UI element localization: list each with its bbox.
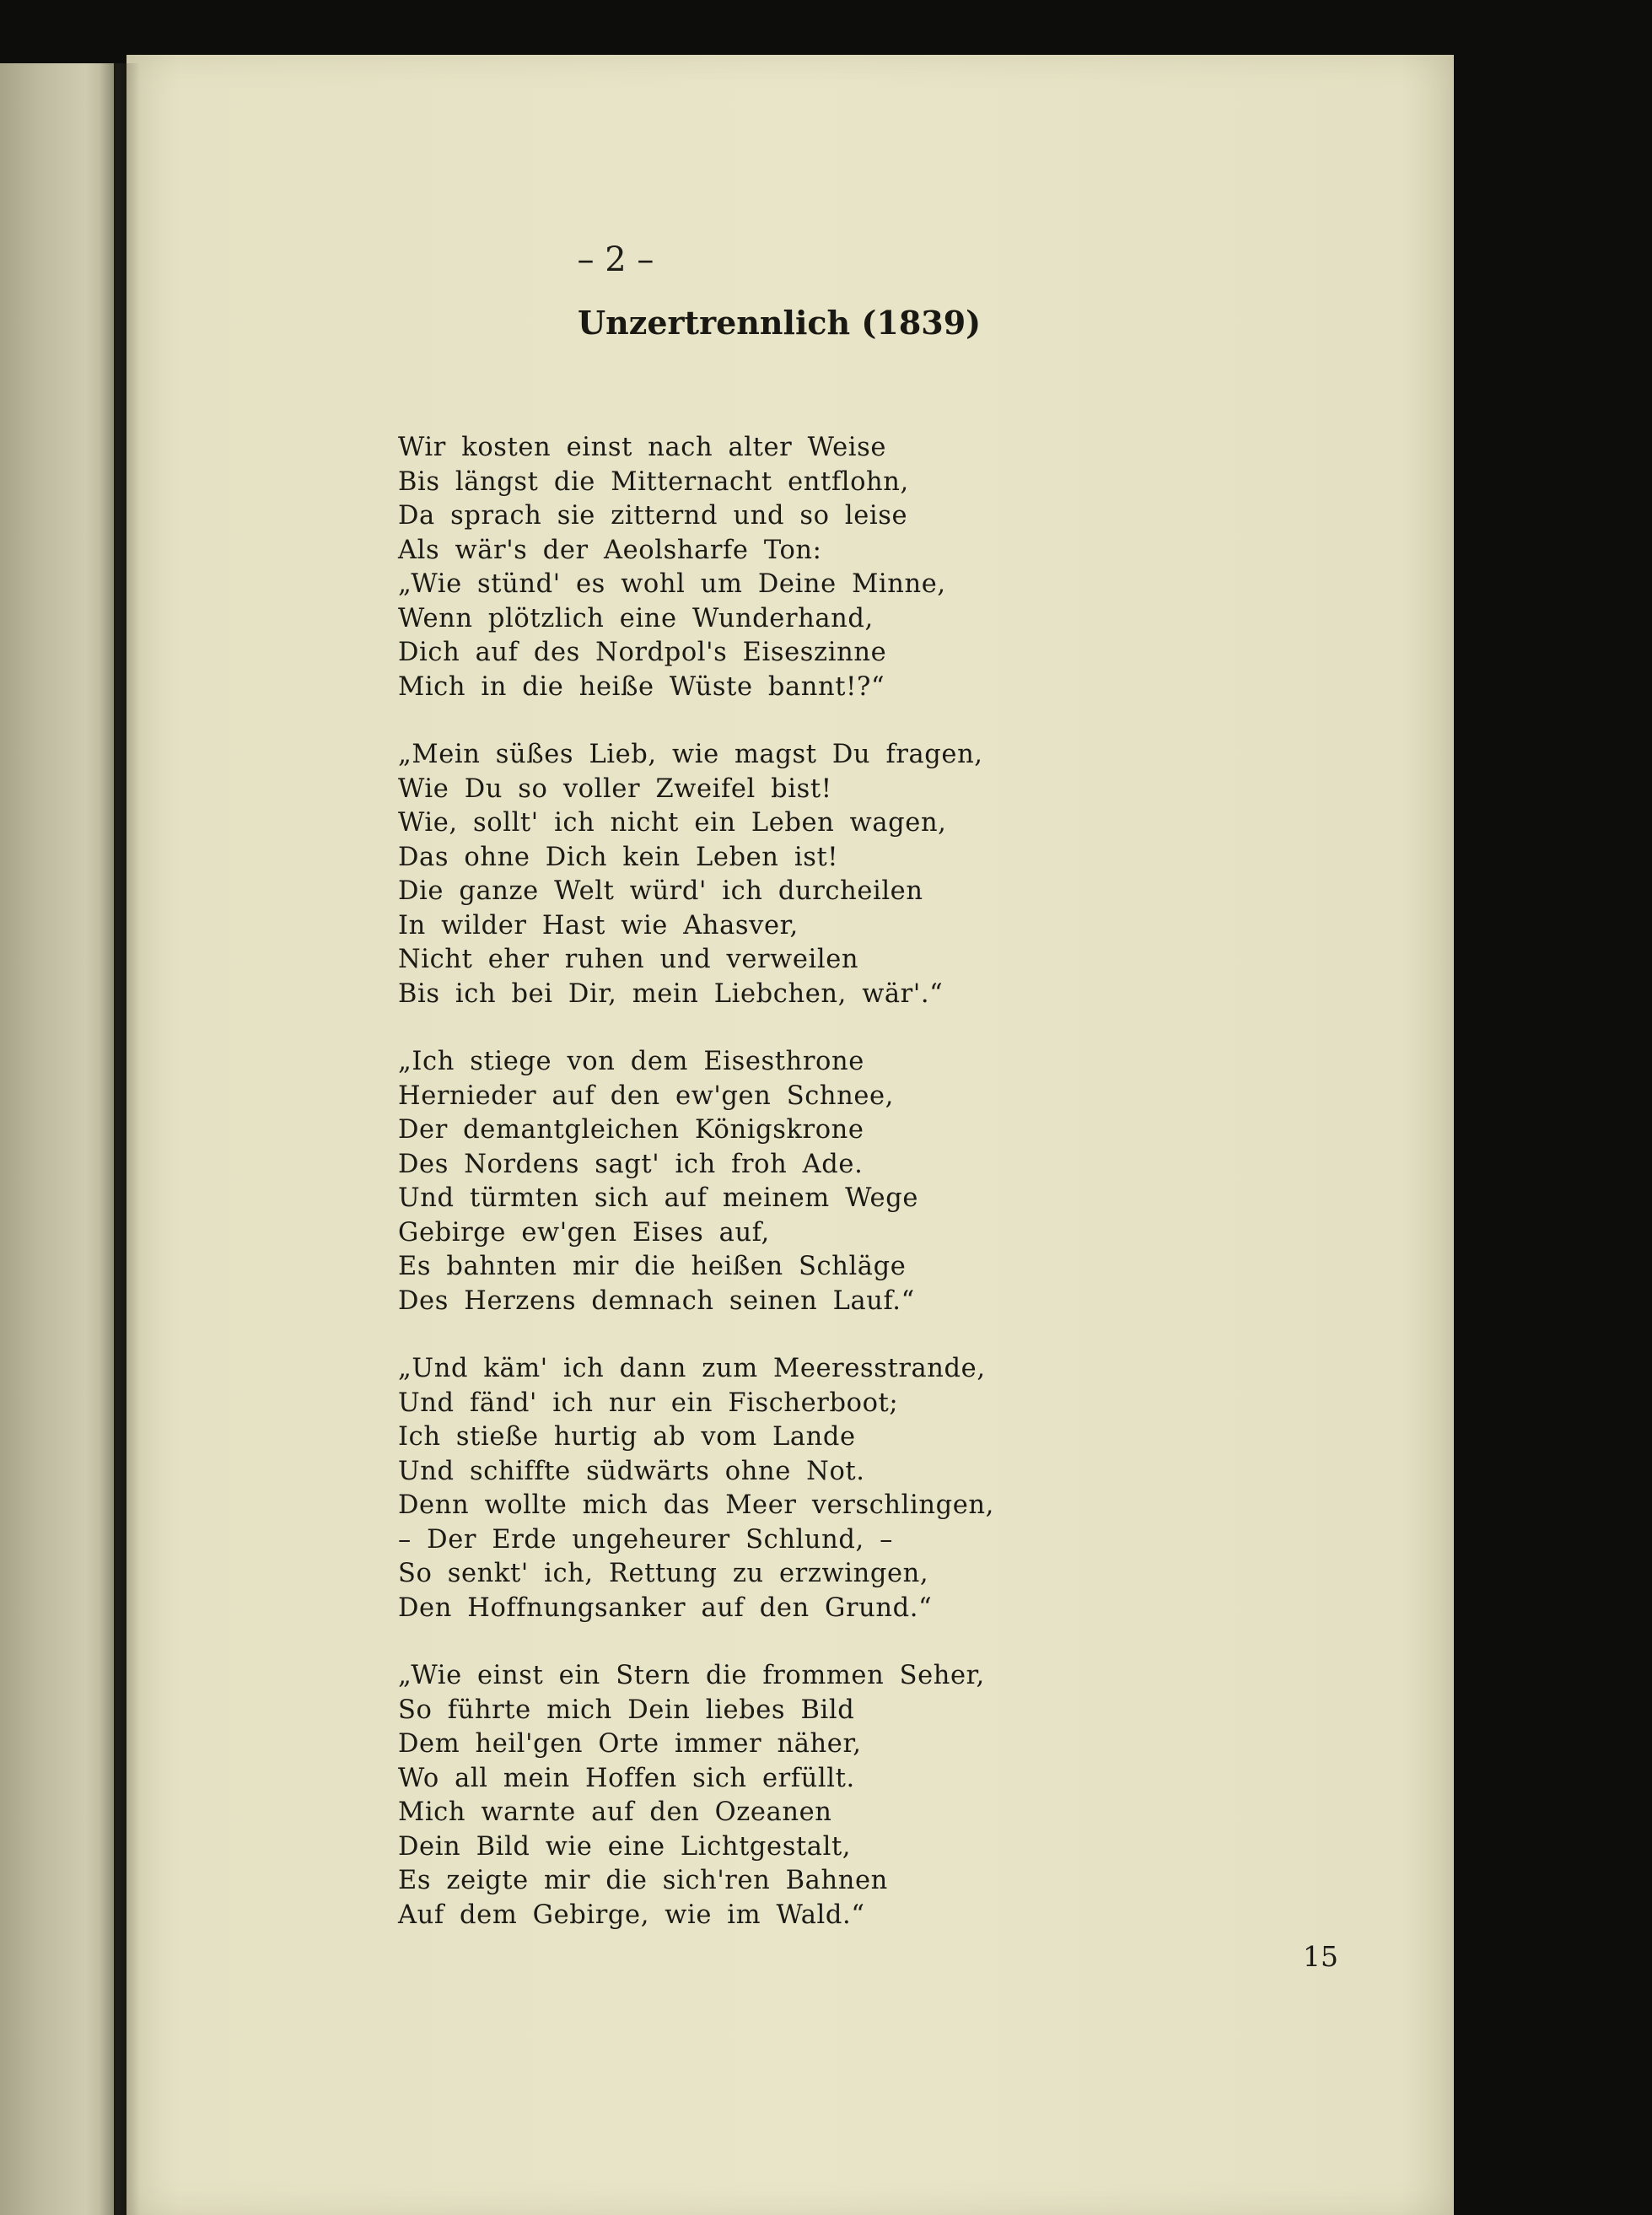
- poem-line: Wenn plötzlich eine Wunderhand,: [398, 603, 874, 633]
- poem-line: Es zeigte mir die sich'ren Bahnen: [398, 1866, 888, 1895]
- poem-line: „Und käm' ich dann zum Meeresstrande,: [398, 1354, 986, 1383]
- poem-line: Des Herzens demnach seinen Lauf.“: [398, 1285, 915, 1316]
- poem-title: Unzertrennlich (1839): [578, 304, 982, 342]
- poem-line: Wo all mein Hoffen sich erfüllt.: [398, 1763, 855, 1793]
- poem-line: Nicht eher ruhen und verweilen: [398, 945, 859, 974]
- spine-shadow: [100, 63, 140, 2215]
- poem-line: Denn wollte mich das Meer verschlingen,: [398, 1490, 994, 1520]
- book-page: [126, 55, 1454, 2215]
- poem-line: Wie Du so voller Zweifel bist!: [398, 773, 832, 804]
- poem-line: Das ohne Dich kein Leben ist!: [398, 842, 839, 872]
- poem-line: Da sprach sie zitternd und so leise: [398, 501, 908, 531]
- poem-line: Des Nordens sagt' ich froh Ade.: [398, 1149, 864, 1179]
- poem-line: Und schiffte südwärts ohne Not.: [398, 1456, 865, 1486]
- folio-number: 15: [1303, 1940, 1338, 1973]
- poem-line: Hernieder auf den ew'gen Schnee,: [398, 1081, 894, 1111]
- poem-line: „Mein süßes Lieb, wie magst Du fragen,: [398, 740, 983, 769]
- poem-line: – Der Erde ungeheurer Schlund, –: [398, 1524, 893, 1555]
- stanza: [398, 431, 1444, 704]
- poem-line: Und türmten sich auf meinem Wege: [398, 1183, 918, 1213]
- poem-line: Wie, sollt' ich nicht ein Leben wagen,: [398, 808, 947, 838]
- stanza: [398, 1045, 1444, 1318]
- poem-body: [398, 431, 1444, 1966]
- poem-line: Die ganze Welt würd' ich durcheilen: [398, 876, 923, 906]
- poem-line: Es bahnten mir die heißen Schläge: [398, 1252, 907, 1281]
- poem-line: Wir kosten einst nach alter Weise: [398, 433, 886, 462]
- poem-line: Mich in die heiße Wüste bannt!?“: [398, 671, 885, 702]
- page-number: – 2 –: [577, 240, 654, 279]
- poem-line: So führte mich Dein liebes Bild: [398, 1695, 855, 1725]
- poem-line: „Ich stiege von dem Eisesthrone: [398, 1047, 864, 1076]
- poem-line: Und fänd' ich nur ein Fischerboot;: [398, 1388, 899, 1418]
- poem-line: Gebirge ew'gen Eises auf,: [398, 1217, 770, 1248]
- stanza: [398, 738, 1444, 1011]
- poem-line: Bis ich bei Dir, mein Liebchen, wär'.“: [398, 978, 944, 1009]
- poem-line: Den Hoffnungsanker auf den Grund.“: [398, 1593, 933, 1623]
- stanza: [398, 1659, 1444, 1932]
- poem-line: Mich warnte auf den Ozeanen: [398, 1797, 832, 1827]
- poem-line: „Wie einst ein Stern die frommen Seher,: [398, 1661, 985, 1690]
- poem-line: Dem heil'gen Orte immer näher,: [398, 1729, 862, 1759]
- poem-line: Als wär's der Aeolsharfe Ton:: [398, 535, 822, 565]
- poem-line: „Wie stünd' es wohl um Deine Minne,: [398, 569, 946, 599]
- poem-line: Dein Bild wie eine Lichtgestalt,: [398, 1831, 852, 1862]
- poem-line: Bis längst die Mitternacht entflohn,: [398, 466, 909, 497]
- facing-page-edge: [0, 63, 114, 2215]
- poem-line: Der demantgleichen Königskrone: [398, 1115, 864, 1145]
- poem-line: Auf dem Gebirge, wie im Wald.“: [398, 1900, 865, 1930]
- poem-line: In wilder Hast wie Ahasver,: [398, 910, 799, 940]
- poem-line: Ich stieße hurtig ab vom Lande: [398, 1422, 856, 1452]
- poem-line: Dich auf des Nordpol's Eiseszinne: [398, 638, 887, 667]
- stanza: [398, 1352, 1444, 1625]
- poem-line: So senkt' ich, Rettung zu erzwingen,: [398, 1559, 929, 1588]
